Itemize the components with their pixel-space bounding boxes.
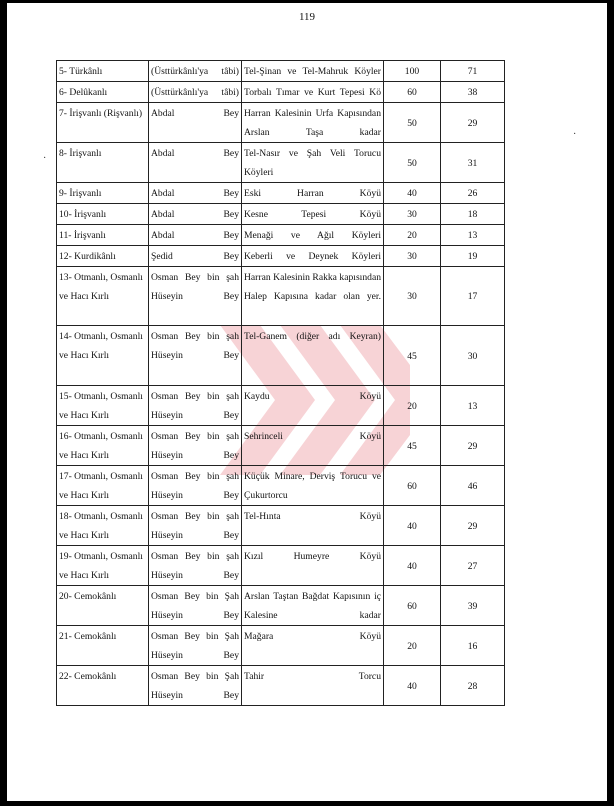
village-cell: 9- İrişvanlı <box>57 183 149 204</box>
count-2-cell: 18 <box>441 204 505 225</box>
location-cell: Tel-Ganem (diğer adı Keyran) <box>242 326 384 386</box>
count-2-cell: 17 <box>441 267 505 326</box>
table-row <box>57 506 505 546</box>
count-1-cell: 40 <box>384 546 441 586</box>
owner-cell: Abdal Bey <box>149 143 242 183</box>
owner-cell: Osman Bey bin şah Hüseyin Bey <box>149 466 242 506</box>
village-cell: 11- İrişvanlı <box>57 225 149 246</box>
owner-cell: Abdal Bey <box>149 225 242 246</box>
count-1-cell: 60 <box>384 82 441 103</box>
owner-cell: Osman Bey bin şah Hüseyin Bey <box>149 326 242 386</box>
count-2-cell: 27 <box>441 546 505 586</box>
owner-cell: Osman Bey bin şah Hüseyin Bey <box>149 546 242 586</box>
margin-mark: · <box>573 129 577 140</box>
location-cell: Harran Kalesinin Urfa Kapısından Arslan Taşa kadar <box>242 103 384 143</box>
count-1-cell: 20 <box>384 225 441 246</box>
count-2-cell: 19 <box>441 246 505 267</box>
count-2-cell: 30 <box>441 326 505 386</box>
owner-cell: (Üsttürkânlı'ya tâbi) <box>149 61 242 82</box>
village-cell: 7- İrişvanlı (Rişvanlı) <box>57 103 149 143</box>
location-cell: Mağara Köyü <box>242 626 384 666</box>
count-1-cell: 45 <box>384 426 441 466</box>
owner-cell: Osman Bey bin şah Hüseyin Bey <box>149 267 242 326</box>
owner-cell: Şedid Bey <box>149 246 242 267</box>
village-cell: 6- Delûkanlı <box>57 82 149 103</box>
owner-cell: Osman Bey bin Şah Hüseyin Bey <box>149 626 242 666</box>
table-row <box>57 103 505 143</box>
village-cell: 10- İrişvanlı <box>57 204 149 225</box>
count-1-cell: 50 <box>384 143 441 183</box>
location-cell: Tel-Hınta Köyü <box>242 506 384 546</box>
village-cell: 13- Otmanlı, Osmanlı ve Hacı Kırlı <box>57 267 149 326</box>
count-1-cell: 20 <box>384 626 441 666</box>
owner-cell: Abdal Bey <box>149 183 242 204</box>
count-1-cell: 20 <box>384 386 441 426</box>
owner-cell: Abdal Bey <box>149 103 242 143</box>
location-cell: Sehrinceli Köyü <box>242 426 384 466</box>
location-cell: Torbalı Tımar ve Kurt Tepesi Kö <box>242 82 384 103</box>
village-cell: 19- Otmanlı, Osmanlı ve Hacı Kırlı <box>57 546 149 586</box>
page-number: 119 <box>298 11 316 23</box>
location-cell: Kaydu Köyü <box>242 386 384 426</box>
village-cell: 16- Otmanlı, Osmanlı ve Hacı Kırlı <box>57 426 149 466</box>
owner-cell: (Üsttürkânlı'ya tâbi) <box>149 82 242 103</box>
count-1-cell: 60 <box>384 586 441 626</box>
village-cell: 8- İrişvanlı <box>57 143 149 183</box>
table-row <box>57 426 505 466</box>
village-cell: 5- Türkânlı <box>57 61 149 82</box>
owner-cell: Osman Bey bin şah Hüseyin Bey <box>149 506 242 546</box>
table-row <box>57 466 505 506</box>
count-2-cell: 71 <box>441 61 505 82</box>
count-2-cell: 13 <box>441 225 505 246</box>
count-2-cell: 29 <box>441 506 505 546</box>
count-1-cell: 45 <box>384 326 441 386</box>
count-1-cell: 40 <box>384 666 441 706</box>
table-row <box>57 82 505 103</box>
location-cell: Tahir Torcu <box>242 666 384 706</box>
location-cell: Menaği ve Ağıl Köyleri <box>242 225 384 246</box>
document-page <box>7 3 607 801</box>
table-row <box>57 626 505 666</box>
count-2-cell: 13 <box>441 386 505 426</box>
table-row <box>57 246 505 267</box>
village-cell: 22- Cemokânlı <box>57 666 149 706</box>
count-2-cell: 39 <box>441 586 505 626</box>
count-1-cell: 100 <box>384 61 441 82</box>
count-2-cell: 26 <box>441 183 505 204</box>
village-cell: 20- Cemokânlı <box>57 586 149 626</box>
count-1-cell: 60 <box>384 466 441 506</box>
location-cell: Tel-Şinan ve Tel-Mahruk Köyler <box>242 61 384 82</box>
table-row <box>57 326 505 386</box>
village-cell: 21- Cemokânlı <box>57 626 149 666</box>
location-cell: Keberli ve Deynek Köyleri <box>242 246 384 267</box>
table-row <box>57 546 505 586</box>
count-2-cell: 28 <box>441 666 505 706</box>
count-2-cell: 16 <box>441 626 505 666</box>
table-row <box>57 61 505 82</box>
location-cell: Eski Harran Köyü <box>242 183 384 204</box>
location-cell: Tel-Nasır ve Şah Veli Torucu Köyleri <box>242 143 384 183</box>
location-cell: Kesne Tepesi Köyü <box>242 204 384 225</box>
location-cell: Kızıl Humeyre Köyü <box>242 546 384 586</box>
count-2-cell: 31 <box>441 143 505 183</box>
table-row <box>57 267 505 326</box>
count-1-cell: 30 <box>384 204 441 225</box>
count-2-cell: 29 <box>441 103 505 143</box>
table-row <box>57 183 505 204</box>
village-cell: 15- Otmanlı, Osmanlı ve Hacı Kırlı <box>57 386 149 426</box>
count-1-cell: 30 <box>384 246 441 267</box>
table-row <box>57 586 505 626</box>
location-cell: Arslan Taştan Bağdat Kapısının iç Kalesine kadar <box>242 586 384 626</box>
owner-cell: Abdal Bey <box>149 204 242 225</box>
villages-table <box>56 60 505 706</box>
count-2-cell: 29 <box>441 426 505 466</box>
owner-cell: Osman Bey bin Şah Hüseyin Bey <box>149 586 242 626</box>
village-cell: 14- Otmanlı, Osmanlı ve Hacı Kırlı <box>57 326 149 386</box>
count-2-cell: 46 <box>441 466 505 506</box>
count-1-cell: 30 <box>384 267 441 326</box>
owner-cell: Osman Bey bin Şah Hüseyin Bey <box>149 666 242 706</box>
village-cell: 12- Kurdikânlı <box>57 246 149 267</box>
table-row <box>57 143 505 183</box>
table-row <box>57 204 505 225</box>
location-cell: Harran Kalesinin Rakka kapısından Halep Kapısına kadar olan yer. <box>242 267 384 326</box>
count-2-cell: 38 <box>441 82 505 103</box>
owner-cell: Osman Bey bin şah Hüseyin Bey <box>149 386 242 426</box>
count-1-cell: 50 <box>384 103 441 143</box>
table-row <box>57 225 505 246</box>
village-cell: 18- Otmanlı, Osmanlı ve Hacı Kırlı <box>57 506 149 546</box>
owner-cell: Osman Bey bin şah Hüseyin Bey <box>149 426 242 466</box>
village-cell: 17- Otmanlı, Osmanlı ve Hacı Kırlı <box>57 466 149 506</box>
table-row <box>57 386 505 426</box>
count-1-cell: 40 <box>384 183 441 204</box>
location-cell: Küçük Minare, Derviş Torucu ve Çukurtorcu <box>242 466 384 506</box>
margin-mark: · <box>43 153 47 164</box>
table-row <box>57 666 505 706</box>
count-1-cell: 40 <box>384 506 441 546</box>
